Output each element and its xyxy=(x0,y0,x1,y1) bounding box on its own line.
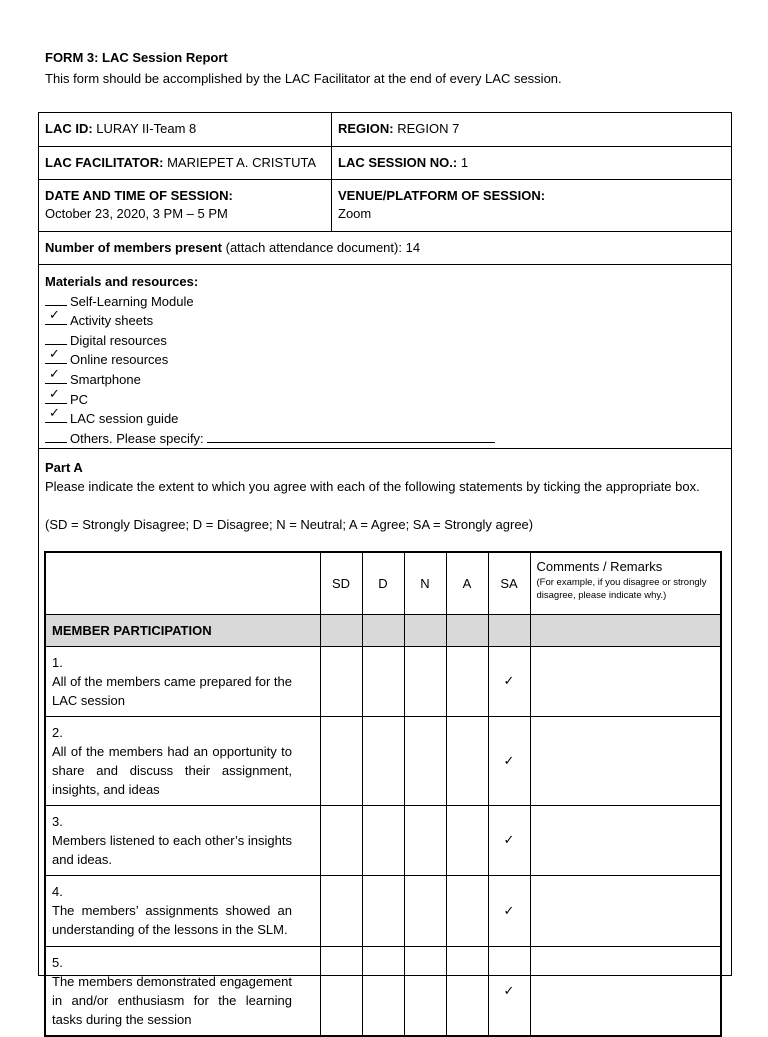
col-d: D xyxy=(362,552,404,614)
datetime-label: DATE AND TIME OF SESSION: xyxy=(45,188,233,203)
form-instruction: This form should be accomplished by the LAC Facilitator at the end of every LAC session. xyxy=(45,71,562,86)
venue-value: Zoom xyxy=(338,206,372,221)
material-label: Digital resources xyxy=(70,332,167,348)
table-row xyxy=(45,875,721,946)
material-checkbox[interactable] xyxy=(45,385,67,404)
info-row-facilitator xyxy=(39,147,731,180)
d-cell[interactable] xyxy=(362,716,404,805)
n-cell[interactable] xyxy=(404,875,446,946)
material-checkbox[interactable] xyxy=(45,292,67,306)
material-label: Online resources xyxy=(70,352,169,368)
material-item[interactable] xyxy=(45,385,725,410)
material-item[interactable] xyxy=(45,307,725,331)
facilitator-value: MARIEPET A. CRISTUTA xyxy=(167,155,317,170)
a-cell[interactable] xyxy=(446,946,488,1036)
table-header-row xyxy=(45,552,721,614)
comments-header xyxy=(530,552,721,614)
others-specify-field[interactable] xyxy=(207,429,495,443)
material-item[interactable] xyxy=(45,331,725,351)
material-checkbox[interactable] xyxy=(45,307,67,325)
check-icon: ✓ xyxy=(503,902,515,918)
info-row-datetime-venue xyxy=(39,180,731,232)
form-header xyxy=(45,49,562,88)
a-cell[interactable] xyxy=(446,716,488,805)
region-value: REGION 7 xyxy=(397,121,460,136)
material-label: LAC session guide xyxy=(70,411,179,427)
statement-cell: 2.All of the members had an opportunity to share and discuss their assignment, insights, and ideas xyxy=(45,716,320,805)
members-label: Number of members present xyxy=(45,240,222,255)
sa-cell[interactable] xyxy=(488,875,530,946)
report-form xyxy=(38,112,732,1027)
check-icon: ✓ xyxy=(49,346,60,362)
venue-label: VENUE/PLATFORM OF SESSION: xyxy=(338,188,546,203)
col-n: N xyxy=(404,552,446,614)
material-checkbox[interactable] xyxy=(45,405,67,423)
material-checkbox[interactable] xyxy=(45,429,67,443)
lac-id-value: LURAY II-Team 8 xyxy=(96,121,197,136)
part-a-heading: Part A xyxy=(45,460,83,475)
table-row xyxy=(45,805,721,875)
sd-cell[interactable] xyxy=(320,805,362,875)
d-cell[interactable] xyxy=(362,646,404,716)
n-cell[interactable] xyxy=(404,946,446,1036)
material-item[interactable] xyxy=(45,346,725,370)
info-row-id-region xyxy=(39,113,731,147)
statement-cell: 1.All of the members came prepared for the LAC session xyxy=(45,646,320,716)
material-checkbox[interactable] xyxy=(45,365,67,384)
datetime-value: October 23, 2020, 3 PM – 5 PM xyxy=(45,206,228,221)
facilitator-label: LAC FACILITATOR: xyxy=(45,155,164,170)
section-row xyxy=(45,614,721,646)
material-checkbox[interactable] xyxy=(45,346,67,364)
lac-id-label: LAC ID: xyxy=(45,121,93,136)
material-label: PC xyxy=(70,391,89,407)
sa-cell[interactable] xyxy=(488,646,530,716)
evaluation-table xyxy=(44,551,722,1037)
sd-cell[interactable] xyxy=(320,646,362,716)
venue-cell xyxy=(331,180,731,231)
material-item[interactable] xyxy=(45,429,725,449)
statement-header xyxy=(45,552,320,614)
material-label: Smartphone xyxy=(70,371,141,387)
info-row-members xyxy=(39,232,731,265)
lac-id-cell xyxy=(39,113,331,146)
d-cell[interactable] xyxy=(362,805,404,875)
comment-cell[interactable] xyxy=(530,875,721,946)
comments-subtitle: (For example, if you disagree or strongly disagree, please indicate why.) xyxy=(536,577,707,601)
statement-cell: 4.The members’ assignments showed an understanding of the lessons in the SLM. xyxy=(45,875,320,946)
d-cell[interactable] xyxy=(362,875,404,946)
statement-cell: 5.The members demonstrated engagement in and/or enthusiasm for the learning tasks during the session xyxy=(45,946,320,1036)
check-icon: ✓ xyxy=(503,832,515,847)
materials-cell xyxy=(39,265,731,448)
comment-cell[interactable] xyxy=(530,646,721,716)
members-note: (attach attendance document): xyxy=(225,240,402,255)
a-cell[interactable] xyxy=(446,646,488,716)
comment-cell[interactable] xyxy=(530,716,721,805)
n-cell[interactable] xyxy=(404,805,446,875)
check-icon: ✓ xyxy=(49,307,60,323)
table-row xyxy=(45,716,721,805)
material-checkbox[interactable] xyxy=(45,331,67,345)
session-no-cell xyxy=(331,147,731,179)
region-label: REGION: xyxy=(338,121,394,136)
col-a: A xyxy=(446,552,488,614)
session-no-label: LAC SESSION NO.: xyxy=(338,155,458,170)
part-a-intro xyxy=(39,451,731,541)
statement-cell: 3.Members listened to each other’s insights and ideas. xyxy=(45,805,320,875)
check-icon: ✓ xyxy=(49,365,60,381)
check-icon: ✓ xyxy=(503,673,515,688)
part-a-legend: (SD = Strongly Disagree; D = Disagree; N = Neutral; A = Agree; SA = Strongly agree) xyxy=(45,517,534,532)
material-label: Activity sheets xyxy=(70,313,154,329)
col-sa: SA xyxy=(488,552,530,614)
datetime-cell xyxy=(39,180,331,231)
check-icon: ✓ xyxy=(49,385,60,401)
materials-heading: Materials and resources: xyxy=(45,274,199,289)
comment-cell[interactable] xyxy=(530,805,721,875)
part-a-instruction: Please indicate the extent to which you agree with each of the following statements by ticking the appropriate box. xyxy=(45,479,700,494)
col-sd: SD xyxy=(320,552,362,614)
session-no-value: 1 xyxy=(460,155,469,170)
table-row xyxy=(45,946,721,1036)
members-value: 14 xyxy=(405,240,421,255)
a-cell[interactable] xyxy=(446,875,488,946)
material-label: Others. Please specify: xyxy=(70,430,204,446)
n-cell[interactable] xyxy=(404,646,446,716)
check-icon: ✓ xyxy=(503,982,515,998)
d-cell[interactable] xyxy=(362,946,404,1036)
facilitator-cell xyxy=(39,147,331,179)
material-label: Self-Learning Module xyxy=(70,293,194,309)
check-icon: ✓ xyxy=(503,752,515,768)
sd-cell[interactable] xyxy=(320,946,362,1036)
region-cell xyxy=(331,113,731,146)
members-cell xyxy=(39,232,731,264)
sa-cell[interactable] xyxy=(488,716,530,805)
form-title: FORM 3: LAC Session Report xyxy=(45,50,228,65)
n-cell[interactable] xyxy=(404,716,446,805)
material-item[interactable] xyxy=(45,405,725,429)
table-row xyxy=(45,646,721,716)
a-cell[interactable] xyxy=(446,805,488,875)
materials-section xyxy=(39,265,731,449)
material-item[interactable] xyxy=(45,365,725,390)
comment-cell[interactable] xyxy=(530,946,721,1036)
comments-title: Comments / Remarks xyxy=(536,559,663,574)
sa-cell[interactable] xyxy=(488,805,530,875)
sd-cell[interactable] xyxy=(320,716,362,805)
sa-cell[interactable] xyxy=(488,946,530,1036)
material-item[interactable] xyxy=(45,292,725,312)
section-label: MEMBER PARTICIPATION xyxy=(45,614,320,646)
check-icon: ✓ xyxy=(49,405,60,421)
sd-cell[interactable] xyxy=(320,875,362,946)
